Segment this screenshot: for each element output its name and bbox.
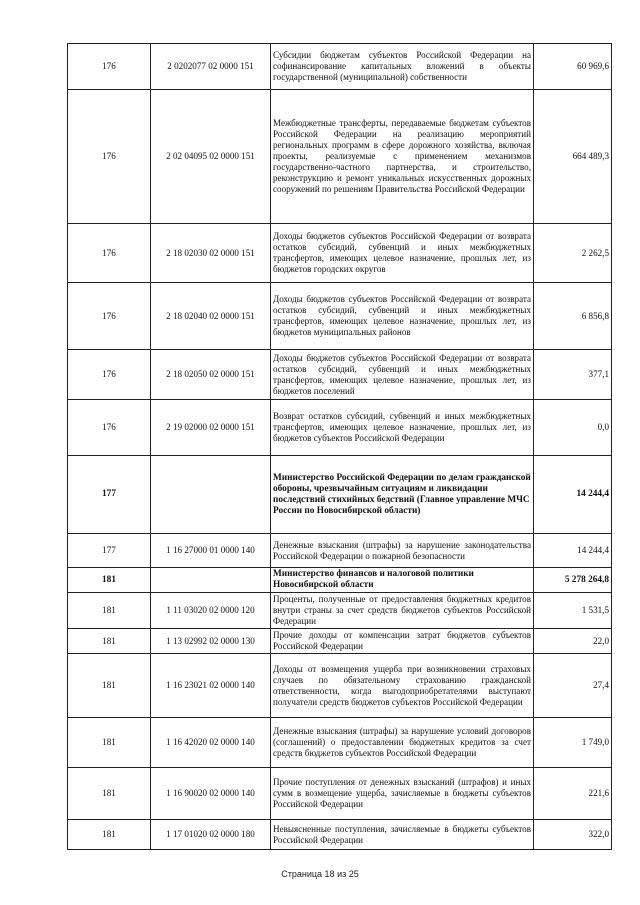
section-header-row <box>68 568 612 593</box>
cell-budget-classification-code: 1 11 03020 02 0000 120 <box>151 593 271 629</box>
cell-budget-classification-code: 1 16 42020 02 0000 140 <box>151 718 271 768</box>
cell-amount: 1 749,0 <box>534 718 612 768</box>
table-row <box>68 44 612 90</box>
cell-revenue-name: Проценты, полученные от предоставления бюджетных кредитов внутри страны за счет средств бюджетов субъектов Российской Федерации <box>271 593 534 629</box>
cell-amount: 221,6 <box>534 768 612 820</box>
cell-revenue-name: Денежные взыскания (штрафы) за нарушение условий договоров (соглашений) о предоставлении бюджетных кредитов за счет средств бюджетов субъектов Российской Федерации <box>271 718 534 768</box>
cell-amount: 0,0 <box>534 400 612 456</box>
cell-admin-code: 176 <box>68 400 151 456</box>
budget-table-body <box>68 44 612 850</box>
table-row <box>68 224 612 283</box>
cell-admin-code: 176 <box>68 44 151 90</box>
cell-revenue-name: Министерство Российской Федерации по делам гражданской обороны, чрезвычайным ситуациям и ликвидации последствий стихийных бедствий (Главное управление МЧС России по Новосибирской области) <box>271 456 534 534</box>
cell-admin-code: 181 <box>68 593 151 629</box>
cell-revenue-name: Доходы бюджетов субъектов Российской Федерации от возврата остатков субсидий, субвенций и иных межбюджетных трансфертов, имеющих целевое назначение, прошлых лет, из бюджетов поселений <box>271 350 534 400</box>
cell-budget-classification-code: 2 18 02040 02 0000 151 <box>151 283 271 350</box>
cell-admin-code: 176 <box>68 283 151 350</box>
cell-amount: 14 244,4 <box>534 456 612 534</box>
table-row <box>68 90 612 224</box>
cell-budget-classification-code: 2 02 04095 02 0000 151 <box>151 90 271 224</box>
cell-revenue-name: Субсидии бюджетам субъектов Российской Федерации на софинансирование капитальных вложений в объекты государственной (муниципальной) собственности <box>271 44 534 90</box>
section-header-row <box>68 456 612 534</box>
cell-budget-classification-code: 1 17 01020 02 0000 180 <box>151 820 271 850</box>
cell-amount: 664 489,3 <box>534 90 612 224</box>
table-row <box>68 283 612 350</box>
table-row <box>68 350 612 400</box>
table-row <box>68 629 612 654</box>
cell-revenue-name: Доходы бюджетов субъектов Российской Федерации от возврата остатков субсидий, субвенций и иных межбюджетных трансфертов, имеющих целевое назначение, прошлых лет, из бюджетов муниципальных районов <box>271 283 534 350</box>
table-row <box>68 768 612 820</box>
cell-revenue-name: Доходы от возмещения ущерба при возникновении страховых случаев по обязательному страхованию гражданской ответственности, когда выгодоприобретателями выступают получатели средств бюджетов субъектов Российской Федерации <box>271 654 534 718</box>
cell-admin-code: 177 <box>68 534 151 568</box>
cell-budget-classification-code: 1 16 23021 02 0000 140 <box>151 654 271 718</box>
table-row <box>68 400 612 456</box>
cell-admin-code: 176 <box>68 224 151 283</box>
cell-revenue-name: Прочие поступления от денежных взысканий (штрафов) и иных сумм в возмещение ущерба, зачисляемые в бюджеты субъектов Российской Федерации <box>271 768 534 820</box>
cell-amount: 322,0 <box>534 820 612 850</box>
cell-amount: 1 531,5 <box>534 593 612 629</box>
cell-budget-classification-code: 1 16 27000 01 0000 140 <box>151 534 271 568</box>
cell-admin-code: 176 <box>68 90 151 224</box>
cell-revenue-name: Денежные взыскания (штрафы) за нарушение законодательства Российской Федерации о пожарной безопасности <box>271 534 534 568</box>
table-row <box>68 534 612 568</box>
cell-admin-code: 177 <box>68 456 151 534</box>
table-row <box>68 593 612 629</box>
cell-budget-classification-code: 2 18 02030 02 0000 151 <box>151 224 271 283</box>
table-row <box>68 718 612 768</box>
cell-revenue-name: Межбюджетные трансферты, передаваемые бюджетам субъектов Российской Федерации на реализацию мероприятий региональных программ в сфере дорожного хозяйства, включая проекты, реализуемые с применением механизмов государственно-частного партнерства, и строительство, реконструкцию и ремонт уникальных искусственных дорожных сооружений по решениям Правительства Российской Федерации <box>271 90 534 224</box>
cell-amount: 27,4 <box>534 654 612 718</box>
budget-table <box>67 43 612 850</box>
page-footer: Страница 18 из 25 <box>281 869 359 879</box>
cell-budget-classification-code: 1 16 90020 02 0000 140 <box>151 768 271 820</box>
cell-budget-classification-code <box>151 456 271 534</box>
cell-budget-classification-code: 1 13 02992 02 0000 130 <box>151 629 271 654</box>
cell-amount: 6 856,8 <box>534 283 612 350</box>
cell-amount: 377,1 <box>534 350 612 400</box>
cell-amount: 22,0 <box>534 629 612 654</box>
cell-amount: 2 262,5 <box>534 224 612 283</box>
cell-budget-classification-code: 2 18 02050 02 0000 151 <box>151 350 271 400</box>
cell-revenue-name: Прочие доходы от компенсации затрат бюджетов субъектов Российской Федерации <box>271 629 534 654</box>
cell-admin-code: 181 <box>68 654 151 718</box>
cell-revenue-name: Доходы бюджетов субъектов Российской Федерации от возврата остатков субсидий, субвенций и иных межбюджетных трансфертов, имеющих целевое назначение, прошлых лет, из бюджетов городских округов <box>271 224 534 283</box>
cell-admin-code: 181 <box>68 568 151 593</box>
cell-admin-code: 181 <box>68 629 151 654</box>
cell-budget-classification-code: 2 19 02000 02 0000 151 <box>151 400 271 456</box>
cell-budget-classification-code <box>151 568 271 593</box>
cell-revenue-name: Невыясненные поступления, зачисляемые в бюджеты субъектов Российской Федерации <box>271 820 534 850</box>
cell-amount: 14 244,4 <box>534 534 612 568</box>
cell-admin-code: 181 <box>68 718 151 768</box>
cell-amount: 5 278 264,8 <box>534 568 612 593</box>
cell-revenue-name: Министерство финансов и налоговой политики Новосибирской области <box>271 568 534 593</box>
table-row <box>68 654 612 718</box>
cell-admin-code: 176 <box>68 350 151 400</box>
cell-budget-classification-code: 2 0202077 02 0000 151 <box>151 44 271 90</box>
cell-amount: 60 969,6 <box>534 44 612 90</box>
table-row <box>68 820 612 850</box>
cell-revenue-name: Возврат остатков субсидий, субвенций и иных межбюджетных трансфертов, имеющих целевое назначение, прошлых лет, из бюджетов субъектов Российской Федерации <box>271 400 534 456</box>
cell-admin-code: 181 <box>68 820 151 850</box>
cell-admin-code: 181 <box>68 768 151 820</box>
